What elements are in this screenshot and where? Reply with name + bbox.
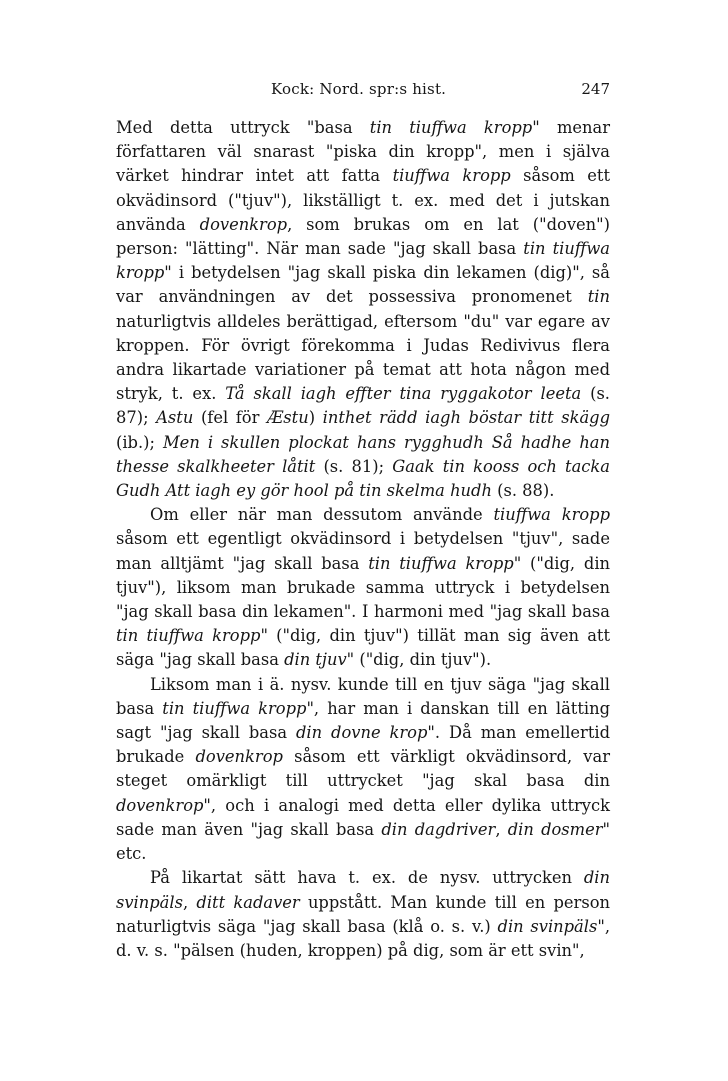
text-run: " i betydelsen "jag skall piska din lekamen (dig)", så var användningen av det possessiva pronomenet xyxy=(116,263,610,307)
text-run: Om eller när man dessutom använde xyxy=(150,505,494,525)
text-run: " etc. xyxy=(116,819,611,864)
italic-text-run: dovenkrop xyxy=(195,747,283,767)
italic-text-run: Men i skullen plockat hans rygghudh Så hadhe han thesse skalkheeter låtit xyxy=(116,432,611,476)
text-run: , xyxy=(495,819,508,839)
text-run: " ("dig, din tjuv") tillät man sig även att säga "jag skall basa xyxy=(116,626,610,670)
italic-text-run: inthet rädd iagh böstar titt skägg xyxy=(322,408,610,428)
italic-text-run: ditt kadaver xyxy=(196,892,300,912)
text-run: (s. 87); xyxy=(116,384,610,428)
italic-text-run: din tjuv xyxy=(284,650,347,670)
text-run: (ib.); xyxy=(116,432,164,452)
italic-text-run: tin tiuffwa kropp xyxy=(116,239,610,283)
italic-text-run: din dagdriver xyxy=(381,819,496,839)
text-run: På likartat sätt hava t. ex. de nysv. uttrycken xyxy=(150,868,584,888)
italic-text-run: dovenkrop xyxy=(116,795,204,815)
italic-text-run: tin tiuffwa kropp xyxy=(116,626,261,646)
italic-text-run: Tå skall iagh effter tina ryggakotor leeta xyxy=(225,384,582,404)
text-run: " ("dig, din tjuv"), liksom man brukade samma uttryck i betydelsen "jag skall basa din lekamen". I harmoni med "jag skall basa xyxy=(116,553,611,622)
paragraph xyxy=(116,116,610,503)
text-run: uppstått. Man kunde till en person naturligtvis säga "jag skall basa (klå o. s. v.) xyxy=(116,892,610,936)
text-run: ". Då man emellertid brukade xyxy=(116,723,610,767)
text-run: såsom ett egentligt okvädinsord i betydelsen "tjuv", sade man alltjämt "jag skall basa xyxy=(116,529,610,573)
italic-text-run: din svinpäls xyxy=(497,916,598,936)
italic-text-run: Astu xyxy=(156,408,194,428)
text-run: (s. 81); xyxy=(315,456,393,476)
text-run: ", d. v. s. "pälsen (huden, kroppen) på dig, som är ett svin", xyxy=(116,916,610,960)
italic-text-run: din dovne krop xyxy=(295,723,428,743)
text-run: naturligtvis alldeles berättigad, eftersom "du" var egare av kroppen. För övrigt förekomma i Judas Redivivus flera andra likartade variationer på temat att hota någon med stryk, t. ex. xyxy=(116,311,610,404)
text-run: ) xyxy=(308,408,323,428)
text-run: såsom ett okvädinsord ("tjuv"), likställigt t. ex. med det i jutskan använda xyxy=(116,166,610,234)
text-run: Liksom man i ä. nysv. kunde till en tjuv säga "jag skall basa xyxy=(116,674,610,718)
text-run: , som brukas om en lat ("doven") person: "lätting". När man sade "jag skall basa xyxy=(116,214,610,259)
text-run: (s. 88). xyxy=(491,481,555,501)
body-text xyxy=(116,116,610,963)
italic-text-run: dovenkrop xyxy=(199,214,288,234)
italic-text-run: din dosmer xyxy=(507,819,603,839)
italic-text-run: Gaak tin kooss och tacka Gudh Att iagh ey gör hool på tin skelma hudh xyxy=(116,456,610,501)
text-run: (fel för xyxy=(193,408,267,428)
italic-text-run: Æstu xyxy=(267,408,309,428)
text-run: ", och i analogi med detta eller dylika uttryck sade man även "jag skall basa xyxy=(116,795,610,839)
italic-text-run: din svinpäls xyxy=(116,868,610,912)
italic-text-run: tiuffwa kropp xyxy=(392,166,511,186)
italic-text-run: tin tiuffwa kropp xyxy=(369,118,533,137)
running-head xyxy=(116,80,610,102)
text-run: " menar författaren väl snarast "piska din kropp", men i själva värket hindrar intet att fatta xyxy=(116,118,611,186)
italic-text-run: tin tiuffwa kropp xyxy=(368,553,514,573)
paragraph xyxy=(116,866,610,963)
italic-text-run: tin xyxy=(587,287,610,307)
text-run: ", har man i danskan till en lätting sagt "jag skall basa xyxy=(116,698,611,743)
paragraph xyxy=(116,503,610,672)
italic-text-run: tin tiuffwa kropp xyxy=(162,698,307,718)
running-title: Kock: Nord. spr:s hist. xyxy=(271,80,447,98)
text-run: såsom ett värkligt okvädinsord, var steget omärkligt till uttrycket "jag skal basa din xyxy=(116,747,610,791)
page-number: 247 xyxy=(581,80,610,98)
italic-text-run: tiuffwa kropp xyxy=(493,505,610,525)
text-run: " ("dig, din tjuv"). xyxy=(346,650,492,670)
text-run: , xyxy=(182,892,197,912)
text-run: Med detta uttryck "basa xyxy=(116,118,370,137)
paragraph xyxy=(116,673,610,867)
